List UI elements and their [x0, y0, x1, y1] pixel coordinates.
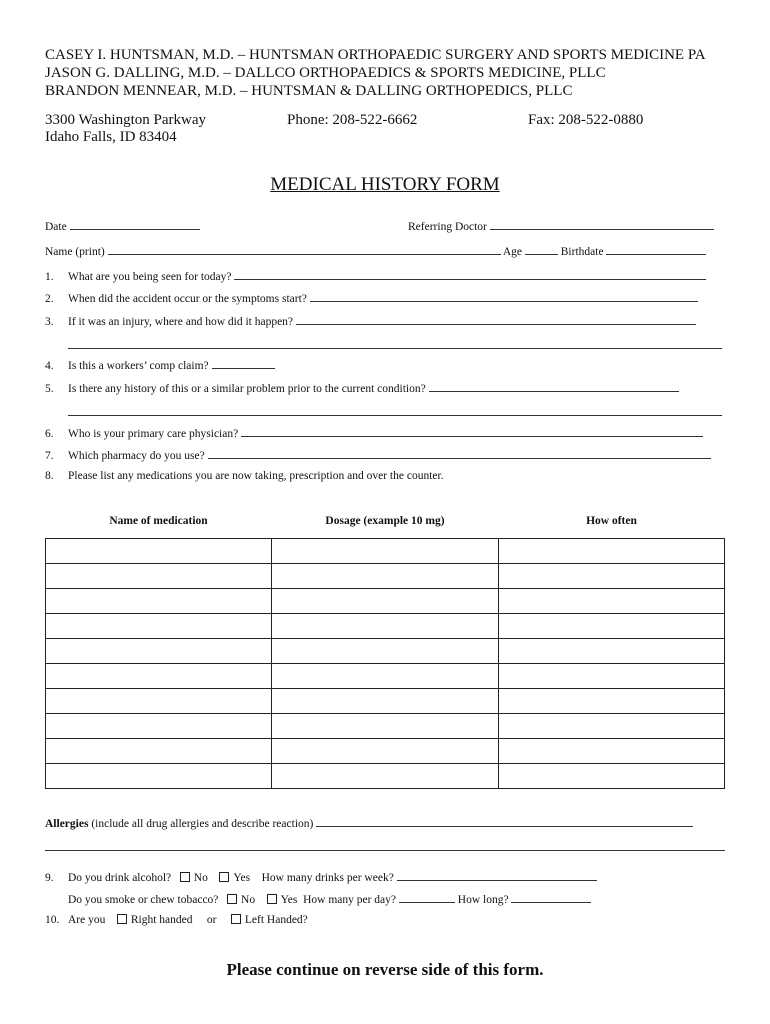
medication-dosage-cell[interactable] — [272, 664, 498, 689]
question-number: 10. — [45, 914, 60, 926]
question-number: 1. — [45, 271, 54, 283]
per-day-line[interactable] — [399, 892, 455, 903]
medication-dosage-cell[interactable] — [272, 739, 498, 764]
form-title: MEDICAL HISTORY FORM — [270, 174, 500, 195]
medication-frequency-cell[interactable] — [498, 739, 724, 764]
medication-name-cell[interactable] — [46, 564, 272, 589]
alcohol-question: Do you drink alcohol? — [68, 872, 172, 884]
header-line-mennear: BRANDON MENNEAR, M.D. – HUNTSMAN & DALLING ORTHOPEDICS, PLLC — [45, 83, 573, 99]
medication-row — [46, 764, 725, 789]
medication-table-body — [46, 539, 725, 789]
phone-number: Phone: 208-522-6662 — [287, 112, 418, 128]
answer-line[interactable] — [234, 269, 706, 280]
address-city: Idaho Falls, ID 83404 — [45, 129, 177, 145]
how-long-line[interactable] — [511, 892, 591, 903]
tobacco-yes-label: Yes — [280, 894, 298, 906]
col-header-medication: Name of medication — [109, 515, 208, 527]
alcohol-no-label: No — [193, 872, 208, 884]
age-label: Age — [502, 246, 523, 258]
question-4[interactable] — [45, 358, 275, 372]
medication-frequency-cell[interactable] — [498, 639, 724, 664]
name-line[interactable] — [108, 244, 501, 255]
question-number: 2. — [45, 293, 54, 305]
per-day-label: How many per day? — [303, 894, 397, 906]
how-long-label: How long? — [457, 894, 509, 906]
date-line[interactable] — [70, 219, 200, 230]
header-line-dalling: JASON G. DALLING, M.D. – DALLCO ORTHOPAEDICS & SPORTS MEDICINE, PLLC — [45, 65, 606, 81]
medication-name-cell[interactable] — [46, 714, 272, 739]
question-number: 8. — [45, 470, 54, 482]
medication-dosage-cell[interactable] — [272, 614, 498, 639]
question-number: 7. — [45, 450, 54, 462]
allergies-label: Allergies — [45, 818, 89, 830]
question-text: Who is your primary care physician? — [68, 428, 239, 440]
medication-dosage-cell[interactable] — [272, 539, 498, 564]
answer-line[interactable] — [429, 381, 679, 392]
col-header-how-often: How often — [586, 515, 637, 527]
answer-line-continued[interactable] — [68, 348, 722, 349]
question-9-alcohol — [45, 870, 597, 884]
referring-doctor-field[interactable] — [408, 219, 714, 233]
question-text: Is there any history of this or a similar problem prior to the current condition? — [68, 383, 426, 395]
answer-line-continued[interactable] — [68, 415, 722, 416]
medication-frequency-cell[interactable] — [498, 764, 724, 789]
medication-dosage-cell[interactable] — [272, 639, 498, 664]
medication-frequency-cell[interactable] — [498, 664, 724, 689]
medication-dosage-cell[interactable] — [272, 714, 498, 739]
answer-line[interactable] — [212, 358, 275, 369]
address-street: 3300 Washington Parkway — [45, 112, 207, 128]
question-8 — [45, 470, 444, 482]
birthdate-line[interactable] — [606, 244, 706, 255]
name-field[interactable] — [45, 244, 706, 258]
medication-name-cell[interactable] — [46, 539, 272, 564]
drinks-per-week-line[interactable] — [397, 870, 597, 881]
allergies-line[interactable] — [316, 816, 693, 827]
allergies-line-continued[interactable] — [45, 850, 725, 851]
question-text: When did the accident occur or the symptoms start? — [68, 293, 307, 305]
date-label: Date — [45, 221, 67, 233]
medication-name-cell[interactable] — [46, 664, 272, 689]
header-line-huntsman: CASEY I. HUNTSMAN, M.D. – HUNTSMAN ORTHOPAEDIC SURGERY AND SPORTS MEDICINE PA — [45, 47, 706, 63]
medication-dosage-cell[interactable] — [272, 589, 498, 614]
medication-name-cell[interactable] — [46, 614, 272, 639]
question-text: If it was an injury, where and how did it happen? — [68, 316, 294, 328]
right-handed-label: Right handed — [130, 914, 193, 926]
medication-table — [45, 538, 725, 789]
alcohol-no-checkbox[interactable] — [180, 872, 190, 882]
referring-doctor-label: Referring Doctor — [408, 221, 487, 233]
medication-frequency-cell[interactable] — [498, 689, 724, 714]
medication-dosage-cell[interactable] — [272, 689, 498, 714]
drinks-per-week-label: How many drinks per week? — [261, 872, 394, 884]
question-text: Please list any medications you are now taking, prescription and over the counter. — [68, 470, 444, 482]
medication-row — [46, 739, 725, 764]
medication-frequency-cell[interactable] — [498, 589, 724, 614]
medication-frequency-cell[interactable] — [498, 564, 724, 589]
answer-line[interactable] — [208, 448, 711, 459]
medication-row — [46, 589, 725, 614]
medication-frequency-cell[interactable] — [498, 714, 724, 739]
medication-name-cell[interactable] — [46, 764, 272, 789]
left-handed-checkbox[interactable] — [231, 914, 241, 924]
referring-doctor-line[interactable] — [490, 219, 714, 230]
question-2[interactable] — [45, 291, 698, 305]
tobacco-no-checkbox[interactable] — [227, 894, 237, 904]
date-field[interactable] — [45, 219, 200, 233]
medication-row — [46, 539, 725, 564]
medication-name-cell[interactable] — [46, 689, 272, 714]
medication-row — [46, 639, 725, 664]
medication-row — [46, 564, 725, 589]
question-7[interactable] — [45, 448, 711, 462]
handedness-question: Are you — [68, 914, 106, 926]
tobacco-yes-checkbox[interactable] — [267, 894, 277, 904]
medication-row — [46, 664, 725, 689]
question-3[interactable] — [45, 314, 696, 328]
question-6[interactable] — [45, 426, 703, 440]
answer-line[interactable] — [241, 426, 703, 437]
medication-dosage-cell[interactable] — [272, 764, 498, 789]
medication-row — [46, 714, 725, 739]
col-header-dosage: Dosage (example 10 mg) — [325, 515, 445, 527]
fax-number: Fax: 208-522-0880 — [528, 112, 644, 128]
question-number: 5. — [45, 383, 54, 395]
question-5[interactable] — [45, 381, 679, 395]
alcohol-yes-label: Yes — [233, 872, 251, 884]
answer-line[interactable] — [296, 314, 696, 325]
left-handed-label: Left Handed? — [244, 914, 308, 926]
question-number: 9. — [45, 872, 54, 884]
medication-name-cell[interactable] — [46, 739, 272, 764]
question-text: Which pharmacy do you use? — [68, 450, 205, 462]
or-label: or — [206, 914, 217, 926]
question-9-tobacco — [68, 892, 591, 906]
question-number: 6. — [45, 428, 54, 440]
question-10 — [45, 914, 308, 926]
question-text: What are you being seen for today? — [68, 271, 232, 283]
alcohol-yes-checkbox[interactable] — [219, 872, 229, 882]
tobacco-question: Do you smoke or chew tobacco? — [68, 894, 219, 906]
medication-name-cell[interactable] — [46, 589, 272, 614]
question-text: Is this a workers’ comp claim? — [68, 360, 209, 372]
question-number: 3. — [45, 316, 54, 328]
medication-row — [46, 689, 725, 714]
tobacco-no-label: No — [241, 894, 256, 906]
medication-name-cell[interactable] — [46, 639, 272, 664]
question-number: 4. — [45, 360, 54, 372]
answer-line[interactable] — [310, 291, 698, 302]
question-1[interactable] — [45, 269, 706, 283]
allergies-field[interactable] — [45, 816, 693, 830]
medication-frequency-cell[interactable] — [498, 614, 724, 639]
allergies-note: (include all drug allergies and describe reaction) — [91, 818, 314, 830]
medication-frequency-cell[interactable] — [498, 539, 724, 564]
medication-row — [46, 614, 725, 639]
medication-dosage-cell[interactable] — [272, 564, 498, 589]
right-handed-checkbox[interactable] — [117, 914, 127, 924]
footer-note: Please continue on reverse side of this form. — [226, 960, 544, 979]
age-line[interactable] — [525, 244, 558, 255]
name-label: Name (print) — [45, 246, 105, 258]
birthdate-label: Birthdate — [560, 246, 604, 258]
